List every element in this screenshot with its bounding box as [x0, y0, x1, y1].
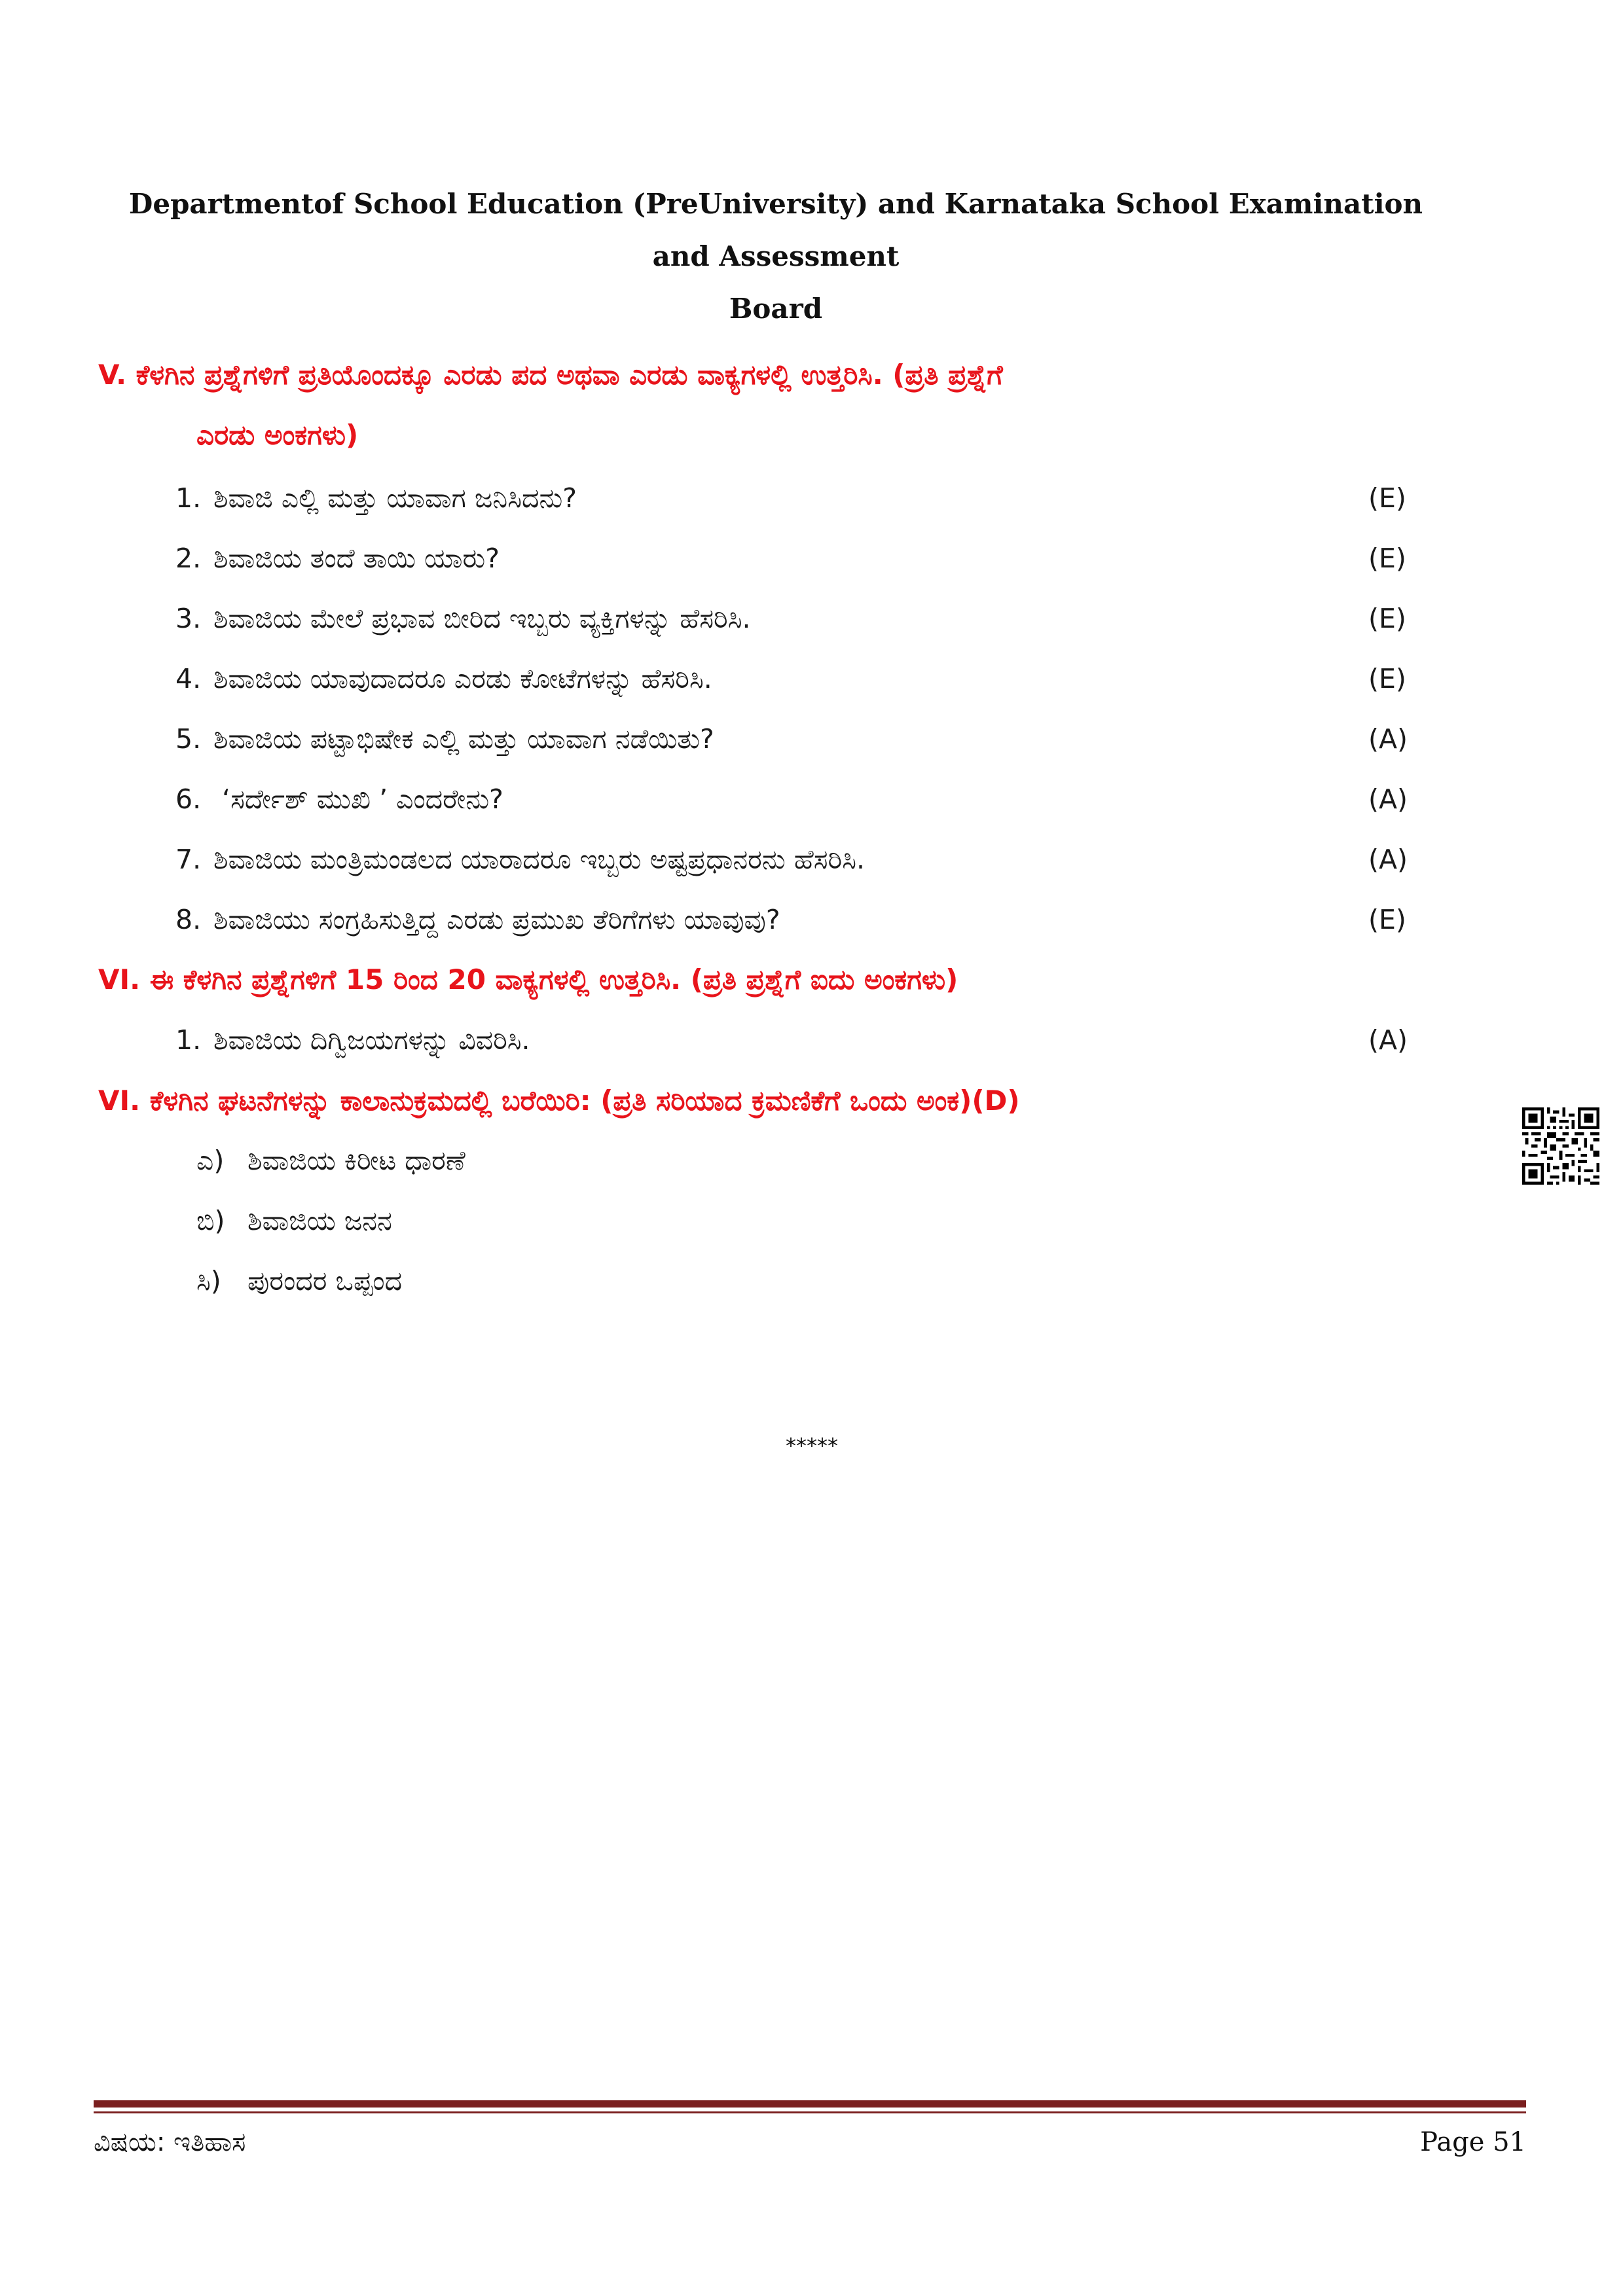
question-number: 2.: [175, 543, 202, 574]
question-code: (A): [1368, 844, 1408, 875]
question-item: [175, 783, 503, 816]
footer-divider: [94, 2100, 1526, 2108]
question-number: 6.: [175, 783, 202, 815]
page-header: [98, 178, 1453, 335]
question-text: ಶಿವಾಜಿಯು ಸಂಗ್ರಹಿಸುತ್ತಿದ್ದ ಎರಡು ಪ್ರಮುಖ ತೆರಿಗೆಗಳು ಯಾವುವು?: [213, 904, 780, 935]
question-item: [175, 844, 865, 876]
item-label: ಸಿ): [196, 1265, 221, 1297]
section-v-heading: V. ಕೆಳಗಿನ ಪ್ರಶ್ನೆಗಳಿಗೆ ಪ್ರತಿಯೊಂದಕ್ಕೂ ಎರಡು ಪದ ಅಥವಾ ಎರಡು ವಾಕ್ಯಗಳಲ್ಲಿ ಉತ್ತರಿಸಿ. (ಪ್ರತಿ ಪ್ರಶ್ನೆಗೆ: [98, 359, 1003, 391]
question-text: ಶಿವಾಜಿಯ ಪಟ್ಟಾಭಿಷೇಕ ಎಲ್ಲಿ ಮತ್ತು ಯಾವಾಗ ನಡೆಯಿತು?: [213, 723, 714, 755]
question-item: [175, 543, 500, 575]
section-vi-chronology-heading: VI. ಕೆಳಗಿನ ಘಟನೆಗಳನ್ನು ಕಾಲಾನುಕ್ರಮದಲ್ಲಿ ಬರೆಯಿರಿ: (ಪ್ರತಿ ಸರಿಯಾದ ಕ್ರಮಣಿಕೆಗೆ ಒಂದು ಅಂಕ)(D): [98, 1085, 1020, 1117]
end-marker: *****: [786, 1433, 838, 1458]
question-code: (E): [1368, 663, 1406, 694]
header-title-line2: Board: [729, 293, 823, 325]
list-item: [196, 1265, 402, 1297]
section-v-heading-continued: ಎರಡು ಅಂಕಗಳು): [196, 419, 359, 451]
question-code: (E): [1368, 543, 1406, 574]
question-item: [175, 663, 712, 695]
footer-divider-thin: [94, 2111, 1526, 2113]
list-item: [196, 1205, 392, 1237]
question-item: [175, 904, 780, 936]
question-text: ‘ಸರ್ದೇಶ್ ಮುಖಿ ’ ಎಂದರೇನು?: [213, 783, 503, 815]
question-number: 5.: [175, 723, 202, 755]
page-number: Page 51: [1420, 2127, 1526, 2157]
item-label: ಎ): [196, 1145, 225, 1176]
question-code: (E): [1368, 904, 1406, 935]
question-code: (A): [1368, 723, 1408, 755]
item-text: ಪುರಂದರ ಒಪ್ಪಂದ: [247, 1265, 403, 1297]
question-text: ಶಿವಾಜಿಯ ತಂದೆ ತಾಯಿ ಯಾರು?: [213, 543, 500, 574]
question-text: ಶಿವಾಜಿಯ ಮೇಲೆ ಪ್ರಭಾವ ಬೀರಿದ ಇಬ್ಬರು ವ್ಯಕ್ತಿಗಳನ್ನು ಹೆಸರಿಸಿ.: [213, 603, 751, 634]
question-text: ಶಿವಾಜಿಯ ಯಾವುದಾದರೂ ಎರಡು ಕೋಟೆಗಳನ್ನು ಹೆಸರಿಸಿ.: [213, 663, 712, 694]
question-number: 3.: [175, 603, 202, 634]
question-number: 1.: [175, 1024, 202, 1056]
question-number: 1.: [175, 482, 202, 514]
question-item: [175, 482, 577, 514]
question-number: 4.: [175, 663, 202, 694]
question-code: (A): [1368, 1024, 1408, 1056]
question-item: [175, 603, 751, 635]
question-text: ಶಿವಾಜಿಯ ಮಂತ್ರಿಮಂಡಲದ ಯಾರಾದರೂ ಇಬ್ಬರು ಅಷ್ಟಪ್ರಧಾನರನು ಹೆಸರಿಸಿ.: [213, 844, 865, 875]
question-item: [175, 723, 714, 755]
item-label: ಬಿ): [196, 1205, 225, 1236]
question-code: (A): [1368, 783, 1408, 815]
qr-code-icon[interactable]: [1522, 1107, 1599, 1185]
list-item: [196, 1145, 465, 1177]
item-text: ಶಿವಾಜಿಯ ಕಿರೀಟ ಧಾರಣೆ: [247, 1145, 465, 1176]
question-item: [175, 1024, 530, 1056]
question-code: (E): [1368, 482, 1406, 514]
question-text: ಶಿವಾಜಿ ಎಲ್ಲಿ ಮತ್ತು ಯಾವಾಗ ಜನಿಸಿದನು?: [213, 482, 577, 514]
question-number: 7.: [175, 844, 202, 875]
item-text: ಶಿವಾಜಿಯ ಜನನ: [247, 1205, 392, 1236]
question-text: ಶಿವಾಜಿಯ ದಿಗ್ವಿಜಯಗಳನ್ನು ವಿವರಿಸಿ.: [213, 1024, 530, 1056]
question-number: 8.: [175, 904, 202, 935]
header-title-line1: Departmentof School Education (PreUniversity) and Karnataka School Examination and Assessment: [128, 188, 1423, 272]
section-vi-heading: VI. ಈ ಕೆಳಗಿನ ಪ್ರಶ್ನೆಗಳಿಗೆ 15 ರಿಂದ 20 ವಾಕ್ಯಗಳಲ್ಲಿ ಉತ್ತರಿಸಿ. (ಪ್ರತಿ ಪ್ರಶ್ನೆಗೆ ಐದು ಅಂಕಗಳು): [98, 963, 958, 996]
question-code: (E): [1368, 603, 1406, 634]
footer-subject: ವಿಷಯ: ಇತಿಹಾಸ: [94, 2127, 246, 2157]
